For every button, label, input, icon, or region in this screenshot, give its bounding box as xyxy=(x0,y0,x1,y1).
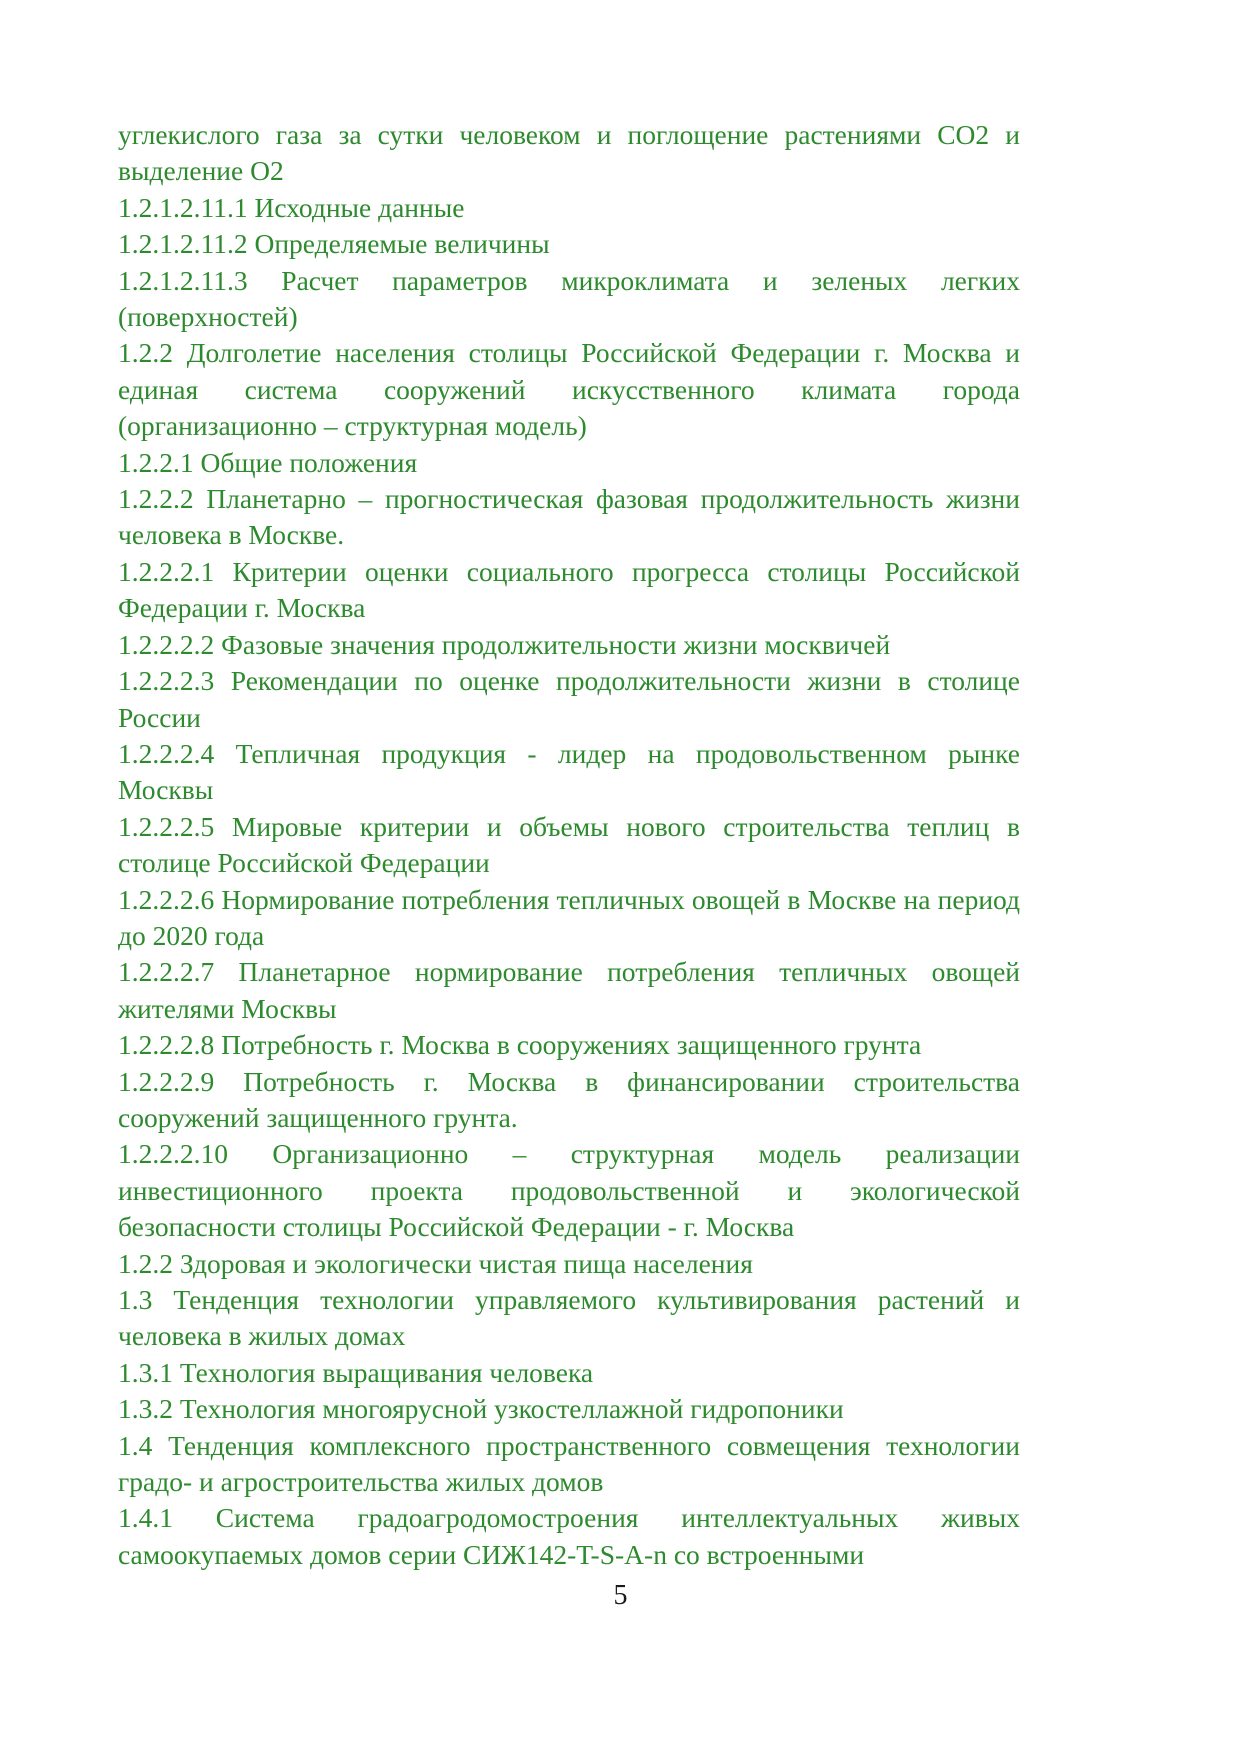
toc-entry: 1.2.2.2.2 Фазовые значения продолжительности жизни москвичей xyxy=(118,628,891,660)
toc-entry: 1.2.2 Долголетие населения столицы Российской Федерации г. Москва и единая система сооружений искусственного климата города (организационно – структурная модель) xyxy=(118,337,1020,442)
toc-entry: 1.2.1.2.11.2 Определяемые величины xyxy=(118,228,550,260)
toc-entry: 1.2.2 Здоровая и экологически чистая пища населения xyxy=(118,1247,753,1279)
toc-entry: 1.3 Тенденция технологии управляемого культивирования растений и человека в жилых домах xyxy=(118,1284,1020,1352)
toc-entry: 1.2.2.2.5 Мировые критерии и объемы нового строительства теплиц в столице Российской Федерации xyxy=(118,810,1020,879)
toc-entry: 1.4.1 Система градоагродомостроения интеллектуальных живых самоокупаемых домов серии СИЖ142-T-S-A-n со встроенными xyxy=(118,1502,1020,1570)
toc-entry: 1.3.1 Технология выращивания человека xyxy=(118,1356,594,1388)
toc-entry: 1.2.2.2.9 Потребность г. Москва в финансировании строительства сооружений защищенного грунта. xyxy=(118,1065,1020,1133)
toc-entry: 1.2.2.2.7 Планетарное нормирование потребления тепличных овощей жителями Москвы xyxy=(118,956,1020,1024)
toc-entry: 1.2.2.2.10 Организационно – структурная модель реализации инвестиционного проекта продовольственной и экологической безопасности столицы Российской Федерации - г. Москва xyxy=(118,1138,1020,1243)
toc-entry: 1.3.2 Технология многоярусной узкостеллажной гидропоники xyxy=(118,1393,844,1425)
toc-entry: 1.2.2.2.3 Рекомендации по оценке продолжительности жизни в столице России xyxy=(118,665,1020,733)
toc-entry: 1.2.2.2.8 Потребность г. Москва в сооружениях защищенного грунта xyxy=(118,1029,922,1061)
toc-entry: 1.2.2.2 Планетарно – прогностическая фазовая продолжительность жизни человека в Москве. xyxy=(118,483,1020,551)
toc-entry: углекислого газа за сутки человеком и поглощение растениями СО2 и выделение О2 xyxy=(118,119,1020,187)
toc-entry: 1.2.2.2.4 Тепличная продукция - лидер на продовольственном рынке Москвы xyxy=(118,737,1020,806)
toc-entry: 1.2.2.1 Общие положения xyxy=(118,446,418,478)
page-number: 5 xyxy=(613,1580,628,1611)
toc-entry: 1.2.2.2.1 Критерии оценки социального прогресса столицы Российской Федерации г. Москва xyxy=(118,555,1020,624)
toc-entry: 1.4 Тенденция комплексного пространственного совмещения технологии градо- и агростроительства жилых домов xyxy=(118,1429,1020,1498)
toc-entry: 1.2.1.2.11.3 Расчет параметров микроклимата и зеленых легких (поверхностей) xyxy=(118,264,1020,333)
toc-entry: 1.2.1.2.11.1 Исходные данные xyxy=(118,191,465,223)
toc-entry: 1.2.2.2.6 Нормирование потребления тепличных овощей в Москве на период до 2020 года xyxy=(118,883,1020,951)
table-of-contents xyxy=(118,117,1020,1573)
